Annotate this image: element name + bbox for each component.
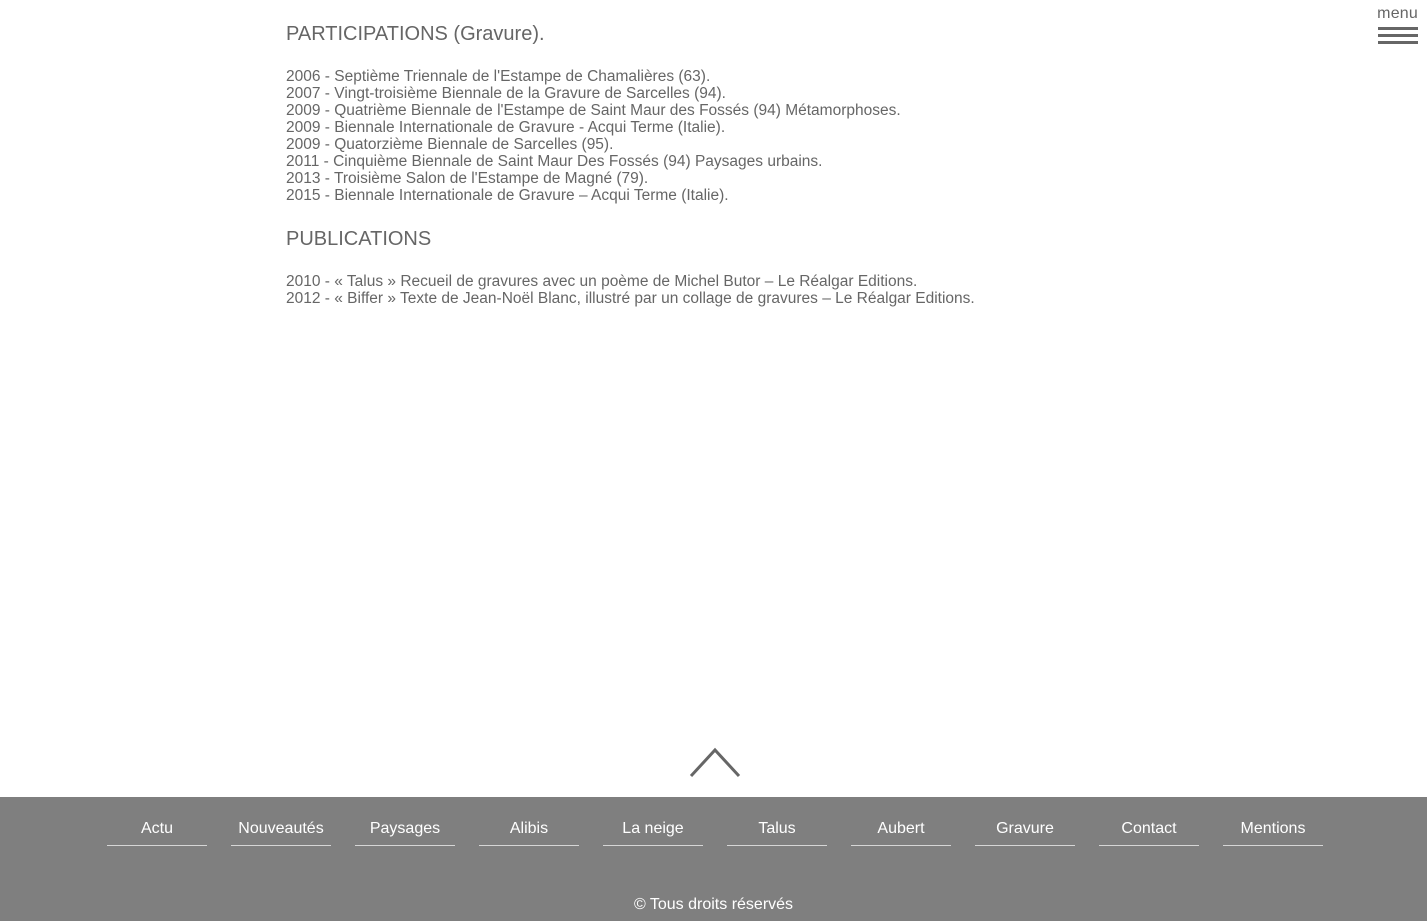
participations-list bbox=[286, 68, 1186, 204]
publications-title: PUBLICATIONS bbox=[286, 228, 432, 250]
participation-item: 2009 - Quatorzième Biennale de Sarcelles (95). bbox=[286, 136, 614, 153]
footer-link-alibis[interactable]: Alibis bbox=[479, 819, 579, 846]
footer-link-mentions[interactable]: Mentions bbox=[1223, 819, 1323, 846]
hamburger-icon bbox=[1376, 27, 1418, 44]
participation-item: 2009 - Quatrième Biennale de l'Estampe de Saint Maur des Fossés (94) Métamorphoses. bbox=[286, 102, 901, 119]
footer bbox=[0, 797, 1427, 921]
footer-link-aubert[interactable]: Aubert bbox=[851, 819, 951, 846]
footer-link-talus[interactable]: Talus bbox=[727, 819, 827, 846]
participation-item: 2006 - Septième Triennale de l'Estampe de Chamalières (63). bbox=[286, 68, 711, 85]
footer-link-gravure[interactable]: Gravure bbox=[975, 819, 1075, 846]
menu-button[interactable] bbox=[1376, 5, 1418, 48]
publication-item: 2010 - « Talus » Recueil de gravures avec un poème de Michel Butor – Le Réalgar Editions. bbox=[286, 273, 918, 290]
participation-item: 2015 - Biennale Internationale de Gravure – Acqui Terme (Italie). bbox=[286, 187, 729, 204]
publication-item: 2012 - « Biffer » Texte de Jean-Noël Blanc, illustré par un collage de gravures – Le Réalgar Editions. bbox=[286, 290, 975, 307]
footer-link-actu[interactable]: Actu bbox=[107, 819, 207, 846]
scroll-to-top-button[interactable] bbox=[688, 744, 742, 780]
footer-link-nouveautes[interactable]: Nouveautés bbox=[231, 819, 331, 846]
chevron-up-icon bbox=[688, 744, 742, 780]
footer-link-paysages[interactable]: Paysages bbox=[355, 819, 455, 846]
publications-list bbox=[286, 273, 1186, 307]
main-content bbox=[286, 22, 1186, 307]
footer-link-la-neige[interactable]: La neige bbox=[603, 819, 703, 846]
footer-nav bbox=[107, 819, 1347, 846]
footer-link-contact[interactable]: Contact bbox=[1099, 819, 1199, 846]
menu-label: menu bbox=[1377, 5, 1418, 22]
participation-item: 2011 - Cinquième Biennale de Saint Maur Des Fossés (94) Paysages urbains. bbox=[286, 153, 823, 170]
participations-title: PARTICIPATIONS (Gravure). bbox=[286, 23, 545, 45]
participation-item: 2007 - Vingt-troisième Biennale de la Gravure de Sarcelles (94). bbox=[286, 85, 726, 102]
participation-item: 2009 - Biennale Internationale de Gravure - Acqui Terme (Italie). bbox=[286, 119, 726, 136]
participation-item: 2013 - Troisième Salon de l'Estampe de Magné (79). bbox=[286, 170, 649, 187]
copyright-text: © Tous droits réservés bbox=[633, 896, 794, 913]
